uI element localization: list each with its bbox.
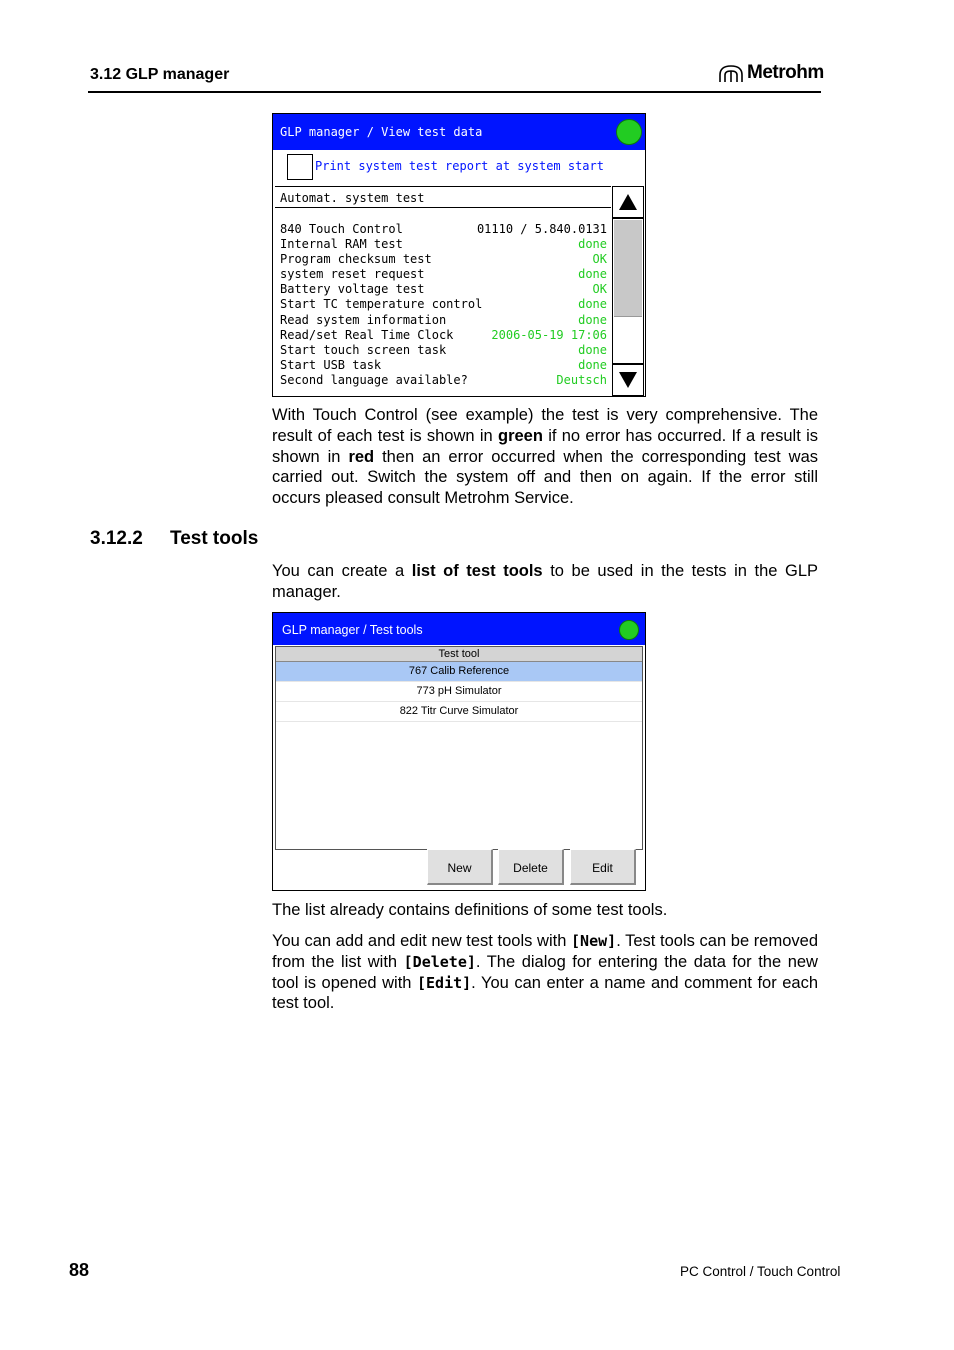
- test-value: done: [578, 312, 607, 327]
- list-item: [280, 313, 607, 328]
- test-value: OK: [592, 282, 607, 297]
- list-item: [280, 222, 607, 237]
- page-number: 88: [69, 1260, 90, 1280]
- key-edit: [Edit]: [416, 973, 472, 992]
- test-label: Start touch screen task: [280, 342, 447, 357]
- status-indicator-icon: [619, 620, 639, 640]
- test-label: Start TC temperature control: [280, 297, 483, 312]
- print-report-checkbox[interactable]: [287, 154, 313, 180]
- text: . Test tools can be removed from the list with: [272, 932, 818, 971]
- subsection-heading: [90, 528, 258, 550]
- test-label: Read system information: [280, 312, 447, 327]
- text: . You can enter a name and comment for each test tool.: [272, 973, 819, 1013]
- screen-title: GLP manager / Test tools: [282, 623, 423, 637]
- header-rule: [88, 91, 821, 93]
- button-description: [272, 931, 818, 1014]
- text: if no error has occurred. If a result is shown in: [272, 426, 818, 466]
- list-item: [280, 343, 607, 358]
- scroll-track[interactable]: [612, 218, 644, 364]
- text: With Touch Control (see example) the test is very comprehensive. The result of each test is shown in: [272, 406, 818, 445]
- test-value: 01110 / 5.840.0131: [476, 222, 607, 236]
- test-results-list: [280, 222, 607, 388]
- edit-button[interactable]: Edit: [570, 849, 636, 885]
- document-title: PC Control / Touch Control: [680, 1264, 841, 1279]
- emphasis-red: red: [348, 447, 375, 466]
- arrow-down-icon: [618, 370, 638, 390]
- test-value: Deutsch: [556, 372, 607, 387]
- scroll-down-button[interactable]: [612, 364, 644, 396]
- delete-button[interactable]: Delete: [498, 849, 564, 885]
- list-item: [280, 237, 607, 252]
- test-label: Start USB task: [280, 357, 382, 372]
- list-item: [280, 358, 607, 373]
- scrollbar[interactable]: [611, 186, 644, 396]
- subsection-title: Test tools: [170, 528, 259, 549]
- test-value: done: [578, 267, 607, 282]
- list-item: [280, 267, 607, 282]
- emphasis: list of test tools: [411, 562, 543, 580]
- test-label: Read/set Real Time Clock: [280, 327, 454, 342]
- text: You can add and edit new test tools with: [272, 932, 572, 950]
- results-description: [272, 405, 818, 509]
- text: then an error occurred when the corresponding test was carried out. Switch the system off and then on again. If the error still occurs pleased consult Metrohm Service.: [272, 447, 818, 508]
- table-row[interactable]: 773 pH Simulator: [276, 682, 642, 702]
- new-button[interactable]: New: [427, 849, 493, 885]
- logo-wordmark: Metrohm: [747, 62, 824, 83]
- view-test-data-screen: [272, 113, 646, 397]
- status-indicator-icon: [616, 119, 642, 145]
- table-row[interactable]: 822 Titr Curve Simulator: [276, 702, 642, 722]
- list-item: [280, 282, 607, 297]
- screen-title: GLP manager / View test data: [280, 125, 483, 139]
- list-note: The list already contains definitions of some test tools.: [272, 901, 668, 919]
- test-label: Battery voltage test: [280, 282, 425, 297]
- print-report-option[interactable]: [273, 150, 645, 186]
- key-new: [New]: [571, 932, 617, 950]
- test-label: system reset request: [280, 267, 425, 282]
- test-label: Second language available?: [280, 372, 468, 387]
- test-value: done: [578, 237, 607, 252]
- metrohm-logo: [718, 62, 824, 84]
- test-tools-screen: [272, 612, 646, 891]
- test-value: OK: [592, 252, 607, 267]
- list-header: Automat. system test: [275, 186, 611, 208]
- scroll-thumb[interactable]: [614, 220, 642, 317]
- print-report-label: Print system test report at system start: [315, 159, 604, 173]
- arrow-up-icon: [618, 192, 638, 212]
- list-item: [280, 373, 607, 388]
- subsection-number: 3.12.2: [90, 528, 143, 549]
- screen-titlebar: [273, 613, 645, 645]
- scroll-up-button[interactable]: [612, 186, 644, 218]
- list-item: [280, 297, 607, 312]
- column-header[interactable]: Test tool: [276, 647, 642, 662]
- screen-titlebar: [273, 114, 645, 150]
- section-heading: 3.12 GLP manager: [90, 66, 230, 83]
- test-value: 2006-05-19 17:06: [491, 327, 607, 342]
- test-tool-table: [275, 646, 643, 850]
- test-value: done: [578, 342, 607, 357]
- text: . The dialog for entering the data for the new tool is opened with: [272, 952, 818, 992]
- emphasis-green: green: [497, 426, 543, 445]
- list-item: [280, 252, 607, 267]
- list-item: [280, 328, 607, 343]
- text: You can create a: [272, 562, 412, 580]
- test-label: 840 Touch Control: [280, 222, 403, 236]
- table-row[interactable]: 767 Calib Reference: [276, 662, 642, 682]
- test-value: done: [578, 297, 607, 312]
- test-value: done: [578, 357, 607, 372]
- metrohm-logo-icon: [718, 63, 744, 83]
- test-label: Internal RAM test: [280, 237, 403, 252]
- text: to be used in the tests in the GLP manager.: [272, 562, 819, 601]
- test-tools-intro: [272, 561, 818, 603]
- test-label: Program checksum test: [280, 252, 432, 267]
- button-bar: [273, 848, 645, 890]
- key-delete: [Delete]: [403, 952, 476, 971]
